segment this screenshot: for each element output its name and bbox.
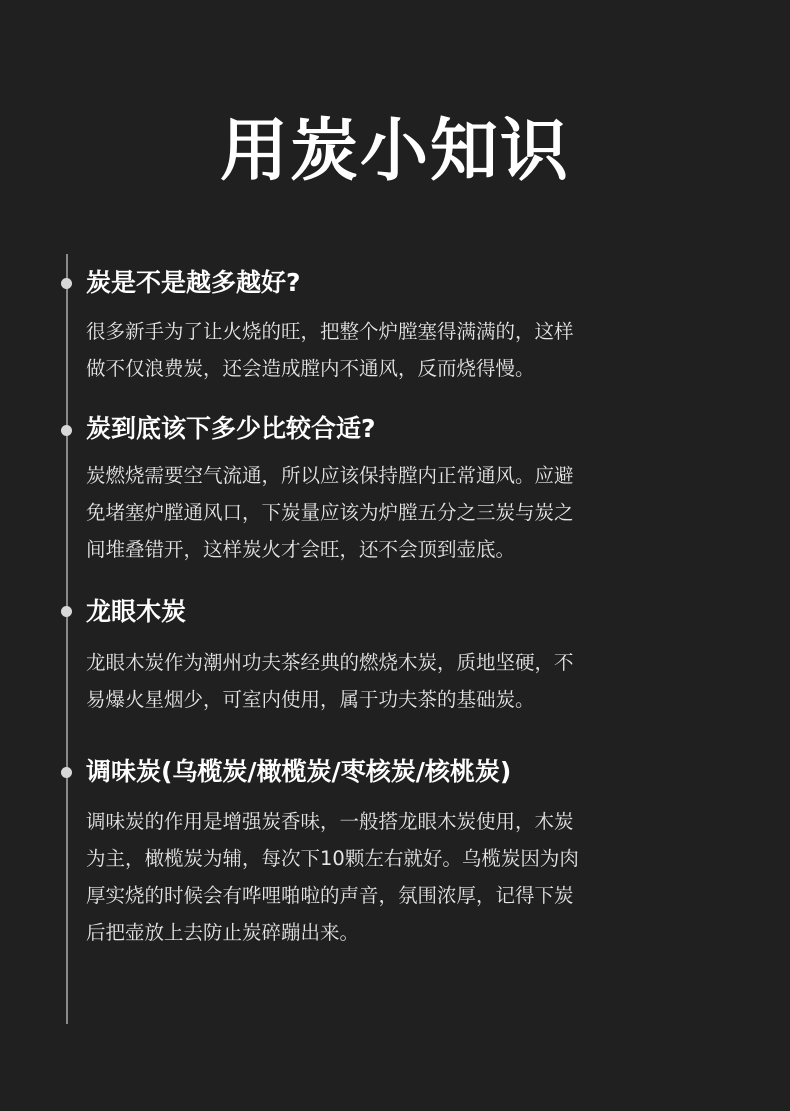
timeline-dot [61,606,72,617]
body-line: 免堵塞炉膛通风口，下炭量应该为炉膛五分之三炭与炭之 [86,501,574,524]
section-body [86,644,696,718]
timeline-dot [61,425,72,436]
section-body [86,457,696,568]
section-heading: 炭到底该下多少比较合适? [86,414,376,443]
timeline-dot [61,767,72,778]
body-line: 调味炭的作用是增强炭香味，一般搭龙眼木炭使用，木炭 [86,810,574,833]
body-line: 炭燃烧需要空气流通，所以应该保持膛内正常通风。应避 [86,464,574,487]
section-heading: 炭是不是越多越好? [86,268,301,297]
body-line: 做不仅浪费炭，还会造成膛内不通风，反而烧得慢。 [86,357,535,380]
section-body [86,803,696,951]
body-line: 易爆火星烟少，可室内使用，属于功夫茶的基础炭。 [86,688,535,711]
page-title: 用炭小知识 [219,112,570,191]
body-line: 厚实烧的时候会有哗哩啪啦的声音，氛围浓厚，记得下炭 [86,884,574,907]
timeline-dot [61,278,72,289]
timeline-line [66,254,68,1024]
section-heading: 龙眼木炭 [86,597,187,626]
section-body [86,313,696,387]
body-line: 龙眼木炭作为潮州功夫茶经典的燃烧木炭，质地坚硬，不 [86,651,574,674]
body-line: 很多新手为了让火烧的旺，把整个炉膛塞得满满的，这样 [86,320,574,343]
section-heading: 调味炭(乌榄炭/橄榄炭/枣核炭/核桃炭) [86,757,512,786]
body-line: 后把壶放上去防止炭碎蹦出来。 [86,921,360,944]
body-line: 为主，橄榄炭为辅，每次下10颗左右就好。乌榄炭因为肉 [86,847,579,870]
body-line: 间堆叠错开，这样炭火才会旺，还不会顶到壶底。 [86,538,516,561]
